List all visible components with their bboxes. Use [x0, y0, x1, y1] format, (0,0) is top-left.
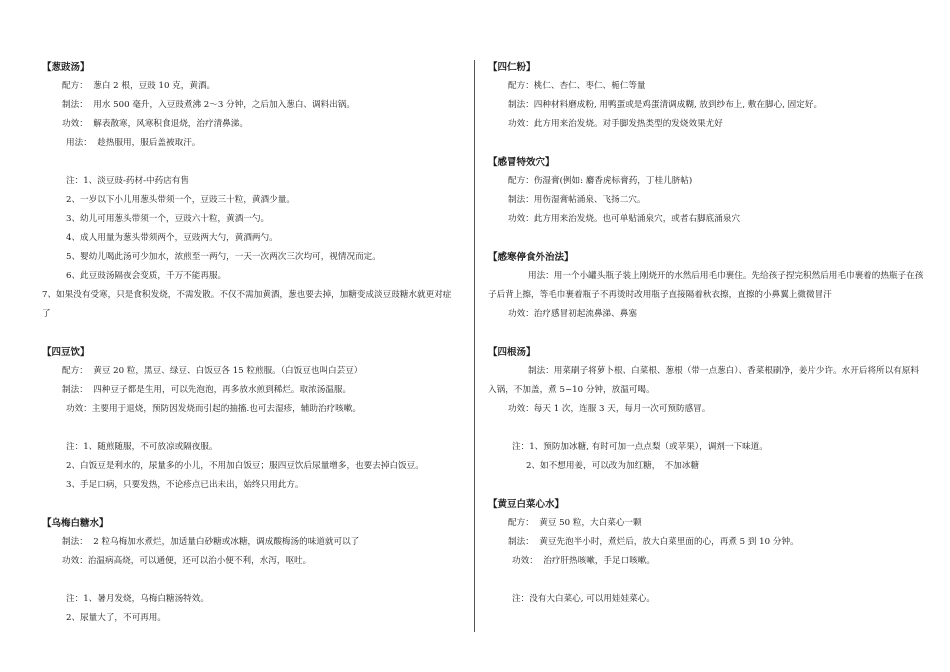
recipe-title: 【四仁粉】 — [488, 62, 536, 73]
recipe-title: 【葱豉汤】 — [42, 62, 90, 73]
recipe-effect: 功效：治温病高烧，可以通便，还可以治小便不利，水泻，呕吐。 — [62, 556, 312, 566]
recipe-cold-acupoint — [488, 153, 924, 229]
recipe-note: 2、一岁以下小儿用葱头带须一个，豆豉三十粒，黄酒少量。 — [66, 195, 295, 205]
recipe-note: 6、此豆豉汤隔夜会变质，千万不能再服。 — [66, 271, 227, 281]
recipe-note: 2、白饭豆是利水的，尿量多的小儿，不用加白饭豆；服四豆饮后尿量增多，也要去掉白饭豆。 — [66, 461, 424, 471]
recipe-ingredients: 配方： 黄豆 20 粒，黑豆、绿豆、白饭豆各 15 粒煎服。（白饭豆也叫白芸豆） — [62, 366, 363, 376]
recipe-note: 2、如不想用姜，可以改为加红糖， 不加冰糖 — [526, 461, 700, 471]
recipe-method: 制法： 用水 500 毫升，入豆豉煮沸 2～3 分钟，之后加入葱白、调料出锅。 — [62, 100, 355, 110]
recipe-note: 7、如果没有受寒，只是食积发烧，不需发散。不仅不需加黄酒，葱也要去掉，加糖变成淡豆豉糖水就更对症了 — [42, 290, 452, 319]
recipe-usage: 用法： 趁热服用，服后盖被取汗。 — [66, 138, 201, 148]
recipe-congchi-soup — [42, 58, 462, 324]
recipe-note: 注：1、淡豆豉-药材-中药店有售 — [66, 176, 189, 186]
recipe-soybean-cabbage-water — [488, 495, 924, 609]
recipe-effect: 功效：此方用来治发烧。也可单贴涌泉穴，或者右脚底涌泉穴 — [508, 214, 741, 224]
recipe-title: 【感冒特效穴】 — [488, 157, 555, 168]
left-column — [42, 58, 462, 628]
recipe-title: 【四根汤】 — [488, 347, 536, 358]
recipe-note: 5、婴幼儿喝此汤可少加水，浓煎至一两勺，一天一次两次三次均可，视情况而定。 — [66, 252, 381, 262]
recipe-title: 【感寒停食外治法】 — [488, 252, 574, 263]
recipe-effect: 功效： 治疗肝热咳嗽，手足口咳嗽。 — [512, 556, 655, 566]
recipe-four-bean-drink — [42, 343, 462, 495]
recipe-note: 3、手足口病，只要发热，不论疹点已出未出，始终只用此方。 — [66, 480, 304, 490]
right-column — [488, 58, 924, 609]
recipe-effect: 功效： 解表散寒，风寒积食退烧，治疗清鼻涕。 — [62, 119, 248, 129]
recipe-ingredients: 配方：桃仁、杏仁、枣仁、栀仁等量 — [508, 81, 646, 91]
recipe-note: 注：没有大白菜心, 可以用娃娃菜心。 — [512, 594, 655, 604]
recipe-method: 制法：用菜刷子将萝卜根、白菜根、葱根（带一点葱白）、香菜根刷净，姜片少许。水开后将所以有原料入锅，不加盖，煮 5~10 分钟，放温可喝。 — [488, 366, 920, 395]
recipe-ingredients: 配方：伤湿膏(例如: 麝香虎标膏药，丁桂儿脐帖) — [508, 176, 693, 186]
recipe-method: 制法： 黄豆先泡半小时，煮烂后，放大白菜里面的心，再煮 5 到 10 分钟。 — [508, 537, 799, 547]
recipe-effect: 功效：每天 1 次，连服 3 天，每月一次可预防感冒。 — [508, 404, 711, 414]
recipe-note: 注：1、暑月发烧，乌梅白糖汤特效。 — [66, 594, 209, 604]
recipe-title: 【黄豆白菜心水】 — [488, 499, 565, 510]
recipe-effect: 功效：主要用于退烧，预防因发烧而引起的抽搐.也可去湿疹，辅助治疗咳嗽。 — [66, 404, 361, 414]
recipe-ingredients: 配方： 黄豆 50 粒，大白菜心一颗 — [508, 518, 642, 528]
recipe-method: 制法：四种材料磨成粉, 用鸭蛋或是鸡蛋清调成糊, 放到纱布上, 敷在脚心, 固定好。 — [508, 100, 823, 110]
recipe-note: 2、尿量大了，不可再用。 — [66, 613, 166, 623]
recipe-note: 4、成人用量为葱头带须两个，豆豉两大勺，黄酒两勺。 — [66, 233, 278, 243]
recipe-plum-sugar-water — [42, 514, 462, 628]
recipe-method: 制法： 2 粒乌梅加水煮烂，加适量白砂糖或冰糖，调成酸梅汤的味道就可以了 — [62, 537, 360, 547]
recipe-four-root-soup — [488, 343, 924, 476]
recipe-title: 【乌梅白糖水】 — [42, 518, 109, 529]
recipe-method: 制法： 四种豆子都是生用，可以先泡泡，再多放水煎到稀烂。取浓汤温服。 — [62, 385, 352, 395]
recipe-four-kernel-powder — [488, 58, 924, 134]
recipe-note: 注：1、预防加冰糖, 有时可加一点点梨（或苹果），调剂一下味道。 — [512, 442, 768, 452]
column-divider — [474, 60, 475, 632]
recipe-note: 3、幼儿可用葱头带须一个，豆豉六十粒，黄酒一勺。 — [66, 214, 270, 224]
recipe-note: 注：1、随煎随服，不可放凉或隔夜服。 — [66, 442, 218, 452]
recipe-external-treatment — [488, 248, 924, 324]
recipe-ingredients: 配方： 葱白 2 根，豆豉 10 克，黄酒。 — [62, 81, 216, 91]
recipe-effect: 功效：治疗感冒初起流鼻涕、鼻塞 — [508, 309, 637, 319]
recipe-method: 制法：用伤湿膏帖涌泉、飞扬二穴。 — [508, 195, 646, 205]
recipe-effect: 功效：此方用来治发烧。对手脚发热类型的发烧效果尤好 — [508, 119, 723, 129]
recipe-title: 【四豆饮】 — [42, 347, 90, 358]
recipe-usage: 用法：用一个小罐头瓶子装上刚烧开的水然后用毛巾裹住。先给孩子捏完积然后用毛巾裹着的热瓶子在孩子后背上擦，等毛巾裹着瓶子不再烫时改用瓶子直接隔着秋衣擦，直擦的小鼻翼上微微冒汗 — [488, 271, 924, 300]
